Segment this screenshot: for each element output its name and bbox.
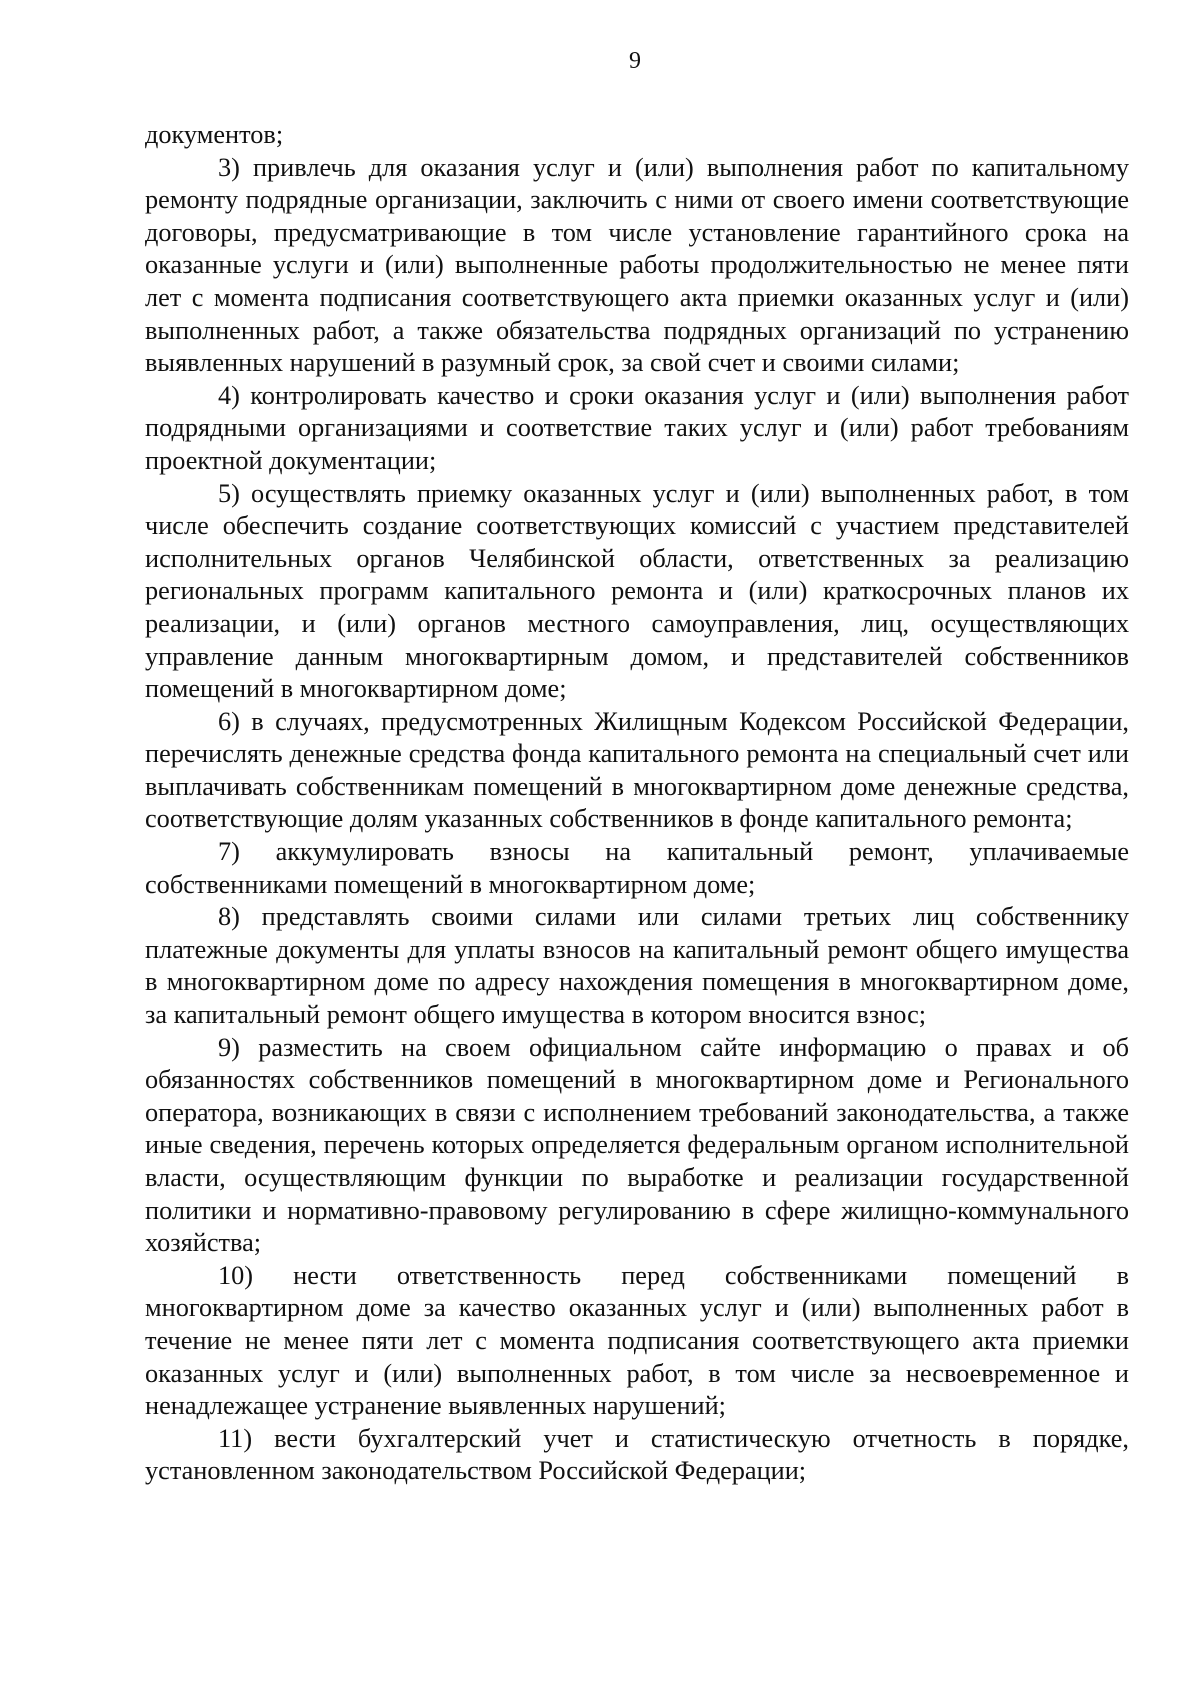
- paragraph-item-6: 6) в случаях, предусмотренных Жилищным Кодексом Российской Федерации, перечислять денежные средства фонда капитального ремонта на специальный счет или выплачивать собственникам помещений в многоквартирном доме денежные средства, соответствующие долям указанных собственников в фонде капитального ремонта;: [145, 706, 1129, 834]
- paragraph-item-7: 7) аккумулировать взносы на капитальный ремонт, уплачиваемые собственниками помещений в многоквартирном доме;: [145, 837, 1129, 899]
- paragraph-item-8: 8) представлять своими силами или силами третьих лиц собственнику платежные документы для уплаты взносов на капитальный ремонт общего имущества в многоквартирном доме по адресу нахождения помещения в многоквартирном доме, за капитальный ремонт общего имущества в котором вносится взнос;: [145, 902, 1129, 1030]
- paragraph-item-10: 10) нести ответственность перед собственниками помещений в многоквартирном доме за качество оказанных услуг и (или) выполненных работ в течение не менее пяти лет с момента подписания соответствующего акта приемки оказанных услуг и (или) выполненных работ, в том числе за несвоевременное и ненадлежащее устранение выявленных нарушений;: [145, 1260, 1129, 1421]
- paragraph-item-4: 4) контролировать качество и сроки оказания услуг и (или) выполнения работ подрядными организациями и соответствие таких услуг и (или) работ требованиям проектной документации;: [145, 380, 1129, 475]
- paragraph-item-11: 11) вести бухгалтерский учет и статистическую отчетность в порядке, установленном законодательством Российской Федерации;: [145, 1423, 1129, 1486]
- paragraph-item-5: 5) осуществлять приемку оказанных услуг и (или) выполненных работ, в том числе обеспечить создание соответствующих комиссий с участием представителей исполнительных органов Челябинской области, ответственных за реализацию региональных программ капитального ремонта и (или) краткосрочных планов их реализации, и (или) органов местного самоуправления, лиц, осуществляющих управление данным многоквартирным домом, и представителей собственников помещений в многоквартирном доме;: [145, 478, 1129, 704]
- paragraph-item-9: 9) разместить на своем официальном сайте информацию о правах и об обязанностях собственников помещений в многоквартирном доме и Регионального оператора, возникающих в связи с исполнением требований законодательства, а также иные сведения, перечень которых определяется федеральным органом исполнительной власти, осуществляющим функции по выработке и реализации государственной политики и нормативно-правовому регулированию в сфере жилищно-коммунального хозяйства;: [145, 1032, 1129, 1258]
- document-body: [145, 119, 1129, 1488]
- paragraph-item-3: 3) привлечь для оказания услуг и (или) выполнения работ по капитальному ремонту подрядные организации, заключить с ними от своего имени соответствующие договоры, предусматривающие в том числе установление гарантийного срока на оказанные услуги и (или) выполненные работы продолжительностью не менее пяти лет с момента подписания соответствующего акта приемки оказанных услуг и (или) выполненных работ, а также обязательства подрядных организаций по устранению выявленных нарушений в разумный срок, за свой счет и своими силами;: [145, 152, 1129, 378]
- paragraph-continuation: документов;: [145, 120, 284, 149]
- page-number: 9: [629, 48, 641, 74]
